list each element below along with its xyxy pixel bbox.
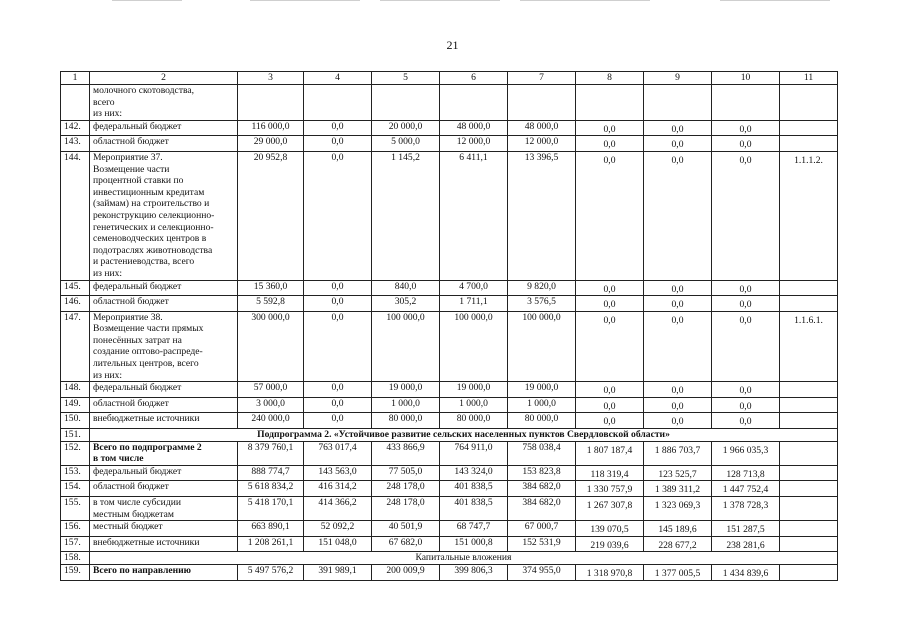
- description-line: создание оптово-распреде-: [93, 346, 203, 358]
- value-cell: 1 267 307,8: [576, 497, 644, 521]
- value-cell: 374 955,0: [508, 564, 576, 580]
- value-cell: 0,0: [712, 280, 780, 296]
- value-cell: 1 807 187,4: [576, 441, 644, 465]
- description-line: семеноводческих центров в: [93, 233, 207, 245]
- value-cell: 840,0: [372, 280, 440, 296]
- row-number-cell: 149.: [61, 397, 90, 413]
- description-cell: [90, 465, 238, 481]
- description-line: Возмещение части прямых: [93, 323, 204, 335]
- row-number-cell: 156.: [61, 521, 90, 537]
- description-cell: [90, 296, 238, 312]
- value-cell: 52 092,2: [304, 521, 372, 537]
- value-cell: 0,0: [712, 397, 780, 413]
- value-cell: 4 700,0: [440, 280, 508, 296]
- value-cell: 5 418 170,1: [238, 497, 304, 521]
- description-cell: [90, 151, 238, 280]
- value-cell: 80 000,0: [508, 413, 576, 429]
- value-cell: 228 677,2: [644, 536, 712, 552]
- value-cell: 0,0: [712, 120, 780, 136]
- column-header-cell: 9: [644, 72, 712, 85]
- table-row: [61, 564, 838, 580]
- column-header-cell: 7: [508, 72, 576, 85]
- table-header-row: [61, 72, 838, 85]
- section-title-cell: Подпрограмма 2. «Устойчивое развитие сельских населенных пунктов Свердловской области»: [90, 429, 838, 442]
- value-cell: 0,0: [304, 413, 372, 429]
- table-row: [61, 413, 838, 429]
- value-cell: 8 379 760,1: [238, 441, 304, 465]
- description-line: областной бюджет: [93, 397, 169, 409]
- value-cell: 0,0: [304, 397, 372, 413]
- value-cell: 5 000,0: [372, 136, 440, 152]
- value-cell: 763 017,4: [304, 441, 372, 465]
- value-cell: 0,0: [712, 311, 780, 382]
- target-code-cell: [780, 481, 838, 497]
- value-cell: 1 323 069,3: [644, 497, 712, 521]
- value-cell: 48 000,0: [440, 120, 508, 136]
- scan-edge-line: [112, 0, 182, 1]
- value-cell: 0,0: [644, 397, 712, 413]
- description-line: Мероприятие 38.: [93, 311, 163, 323]
- target-code-cell: [780, 497, 838, 521]
- description-line: инвестиционным кредитам: [93, 186, 205, 198]
- value-cell: 0,0: [576, 397, 644, 413]
- row-number-cell: 150.: [61, 413, 90, 429]
- scan-edge-line: [380, 0, 500, 1]
- row-number-cell: 144.: [61, 151, 90, 280]
- column-header-cell: 1: [61, 72, 90, 85]
- value-cell: 391 989,1: [304, 564, 372, 580]
- row-number-cell: 143.: [61, 136, 90, 152]
- value-cell: 1 377 005,5: [644, 564, 712, 580]
- value-cell: [372, 85, 440, 121]
- value-cell: 15 360,0: [238, 280, 304, 296]
- value-cell: 128 713,8: [712, 465, 780, 481]
- value-cell: 20 000,0: [372, 120, 440, 136]
- value-cell: [508, 85, 576, 121]
- value-cell: 248 178,0: [372, 481, 440, 497]
- description-cell: [90, 136, 238, 152]
- description-cell: [90, 382, 238, 398]
- value-cell: 19 000,0: [440, 382, 508, 398]
- description-cell: [90, 481, 238, 497]
- description-line: федеральный бюджет: [93, 382, 182, 394]
- value-cell: 12 000,0: [508, 136, 576, 152]
- description-cell: [90, 536, 238, 552]
- column-header-cell: 2: [90, 72, 238, 85]
- value-cell: 0,0: [576, 413, 644, 429]
- description-line: федеральный бюджет: [93, 280, 182, 292]
- target-code-cell: [780, 465, 838, 481]
- description-cell: [90, 311, 238, 382]
- value-cell: 0,0: [576, 136, 644, 152]
- value-cell: 153 823,8: [508, 465, 576, 481]
- value-cell: 0,0: [576, 280, 644, 296]
- value-cell: 143 563,0: [304, 465, 372, 481]
- value-cell: 0,0: [304, 120, 372, 136]
- description-line: процентной ставки по: [93, 175, 184, 187]
- description-line: федеральный бюджет: [93, 465, 182, 477]
- value-cell: 67 000,7: [508, 521, 576, 537]
- value-cell: 0,0: [712, 151, 780, 280]
- table-row: [61, 296, 838, 312]
- value-cell: 663 890,1: [238, 521, 304, 537]
- row-number-cell: 159.: [61, 564, 90, 580]
- value-cell: 20 952,8: [238, 151, 304, 280]
- description-line: Возмещение части: [93, 163, 170, 175]
- value-cell: 48 000,0: [508, 120, 576, 136]
- target-code-cell: 1.1.6.1.: [780, 311, 838, 382]
- description-line: из них:: [93, 369, 123, 381]
- value-cell: 401 838,5: [440, 497, 508, 521]
- description-line: в том числе: [93, 453, 144, 465]
- value-cell: 0,0: [644, 311, 712, 382]
- value-cell: 0,0: [304, 382, 372, 398]
- value-cell: 1 208 261,1: [238, 536, 304, 552]
- target-code-cell: [780, 564, 838, 580]
- value-cell: [304, 85, 372, 121]
- value-cell: 0,0: [712, 382, 780, 398]
- value-cell: 40 501,9: [372, 521, 440, 537]
- value-cell: 0,0: [644, 120, 712, 136]
- scan-edge-line: [250, 0, 360, 1]
- column-header-cell: 11: [780, 72, 838, 85]
- target-code-cell: [780, 382, 838, 398]
- value-cell: 100 000,0: [508, 311, 576, 382]
- value-cell: 80 000,0: [372, 413, 440, 429]
- column-header-cell: 10: [712, 72, 780, 85]
- description-cell: [90, 120, 238, 136]
- value-cell: [440, 85, 508, 121]
- description-cell: [90, 413, 238, 429]
- value-cell: 384 682,0: [508, 481, 576, 497]
- value-cell: 401 838,5: [440, 481, 508, 497]
- target-code-cell: [780, 280, 838, 296]
- value-cell: 0,0: [576, 311, 644, 382]
- column-header-cell: 6: [440, 72, 508, 85]
- value-cell: 77 505,0: [372, 465, 440, 481]
- row-number-cell: 154.: [61, 481, 90, 497]
- description-line: лительных центров, всего: [93, 358, 199, 370]
- table-row: [61, 85, 838, 121]
- row-number-cell: 152.: [61, 441, 90, 465]
- value-cell: 19 000,0: [508, 382, 576, 398]
- description-line: областной бюджет: [93, 296, 169, 308]
- value-cell: 0,0: [576, 382, 644, 398]
- value-cell: 0,0: [304, 311, 372, 382]
- value-cell: 100 000,0: [440, 311, 508, 382]
- description-line: местный бюджет: [93, 521, 163, 533]
- row-number-cell: 155.: [61, 497, 90, 521]
- table-row: [61, 429, 838, 442]
- target-code-cell: [780, 441, 838, 465]
- target-code-cell: 1.1.1.2.: [780, 151, 838, 280]
- value-cell: 67 682,0: [372, 536, 440, 552]
- value-cell: 0,0: [644, 136, 712, 152]
- table-row: [61, 120, 838, 136]
- row-number-cell: 146.: [61, 296, 90, 312]
- value-cell: 1 000,0: [440, 397, 508, 413]
- value-cell: 200 009,9: [372, 564, 440, 580]
- value-cell: 1 711,1: [440, 296, 508, 312]
- value-cell: 145 189,6: [644, 521, 712, 537]
- description-line: областной бюджет: [93, 136, 169, 148]
- row-number-cell: 145.: [61, 280, 90, 296]
- table-row: [61, 521, 838, 537]
- row-number-cell: 158.: [61, 552, 90, 565]
- row-number-cell: 153.: [61, 465, 90, 481]
- value-cell: 0,0: [644, 382, 712, 398]
- description-cell: [90, 521, 238, 537]
- value-cell: 1 145,2: [372, 151, 440, 280]
- table-row: [61, 280, 838, 296]
- value-cell: 5 592,8: [238, 296, 304, 312]
- description-cell: [90, 397, 238, 413]
- column-header-cell: 4: [304, 72, 372, 85]
- table-row: [61, 552, 838, 565]
- value-cell: 1 318 970,8: [576, 564, 644, 580]
- table-row: [61, 481, 838, 497]
- table-row: [61, 465, 838, 481]
- page-number: 21: [446, 38, 459, 52]
- value-cell: [576, 85, 644, 121]
- value-cell: 758 038,4: [508, 441, 576, 465]
- value-cell: 29 000,0: [238, 136, 304, 152]
- row-number-cell: 157.: [61, 536, 90, 552]
- description-line: (займам) на строительство и: [93, 198, 210, 210]
- row-number-cell: [61, 85, 90, 121]
- row-number-cell: 147.: [61, 311, 90, 382]
- description-line: подотраслях животноводства: [93, 244, 213, 256]
- value-cell: 0,0: [644, 296, 712, 312]
- value-cell: 238 281,6: [712, 536, 780, 552]
- value-cell: 0,0: [304, 280, 372, 296]
- table-row: [61, 136, 838, 152]
- description-line: всего: [93, 96, 115, 108]
- value-cell: 764 911,0: [440, 441, 508, 465]
- description-line: из них:: [93, 108, 123, 120]
- column-header-cell: 3: [238, 72, 304, 85]
- table-row: [61, 536, 838, 552]
- value-cell: 5 497 576,2: [238, 564, 304, 580]
- description-line: внебюджетные источники: [93, 536, 200, 548]
- value-cell: 13 396,5: [508, 151, 576, 280]
- table-row: [61, 397, 838, 413]
- value-cell: 248 178,0: [372, 497, 440, 521]
- value-cell: [644, 85, 712, 121]
- value-cell: 9 820,0: [508, 280, 576, 296]
- row-number-cell: 151.: [61, 429, 90, 442]
- value-cell: 300 000,0: [238, 311, 304, 382]
- value-cell: 240 000,0: [238, 413, 304, 429]
- value-cell: 5 618 834,2: [238, 481, 304, 497]
- value-cell: 0,0: [576, 120, 644, 136]
- value-cell: 118 319,4: [576, 465, 644, 481]
- value-cell: 0,0: [304, 296, 372, 312]
- description-line: Мероприятие 37.: [93, 151, 163, 163]
- scan-edge-line: [720, 0, 830, 1]
- description-cell: [90, 497, 238, 521]
- column-header-cell: 8: [576, 72, 644, 85]
- scan-edge-line: [520, 0, 650, 1]
- value-cell: 416 314,2: [304, 481, 372, 497]
- value-cell: 151 287,5: [712, 521, 780, 537]
- value-cell: 1 447 752,4: [712, 481, 780, 497]
- value-cell: 143 324,0: [440, 465, 508, 481]
- value-cell: 1 000,0: [508, 397, 576, 413]
- value-cell: 384 682,0: [508, 497, 576, 521]
- table-row: [61, 497, 838, 521]
- description-line: федеральный бюджет: [93, 120, 182, 132]
- description-line: в том числе субсидии: [93, 497, 181, 508]
- table-row: [61, 311, 838, 382]
- value-cell: [712, 85, 780, 121]
- description-line: и растениеводства, всего: [93, 256, 195, 268]
- target-code-cell: [780, 413, 838, 429]
- value-cell: 0,0: [576, 151, 644, 280]
- value-cell: 888 774,7: [238, 465, 304, 481]
- value-cell: 1 330 757,9: [576, 481, 644, 497]
- description-line: молочного скотоводства,: [93, 85, 195, 96]
- target-code-cell: [780, 85, 838, 121]
- table-row: [61, 151, 838, 280]
- value-cell: 0,0: [644, 151, 712, 280]
- target-code-cell: [780, 296, 838, 312]
- target-code-cell: [780, 120, 838, 136]
- value-cell: [238, 85, 304, 121]
- target-code-cell: [780, 397, 838, 413]
- value-cell: 57 000,0: [238, 382, 304, 398]
- value-cell: 19 000,0: [372, 382, 440, 398]
- value-cell: 1 966 035,3: [712, 441, 780, 465]
- description-line: реконструкцию селекционно-: [93, 209, 215, 221]
- value-cell: 414 366,2: [304, 497, 372, 521]
- target-code-cell: [780, 536, 838, 552]
- value-cell: 305,2: [372, 296, 440, 312]
- budget-table: [60, 71, 838, 581]
- value-cell: 100 000,0: [372, 311, 440, 382]
- row-number-cell: 148.: [61, 382, 90, 398]
- value-cell: 399 806,3: [440, 564, 508, 580]
- value-cell: 123 525,7: [644, 465, 712, 481]
- row-number-cell: 142.: [61, 120, 90, 136]
- value-cell: 152 531,9: [508, 536, 576, 552]
- description-line: местным бюджетам: [93, 508, 174, 520]
- description-cell: [90, 85, 238, 121]
- value-cell: 151 048,0: [304, 536, 372, 552]
- value-cell: 0,0: [712, 136, 780, 152]
- description-line: из них:: [93, 267, 123, 279]
- value-cell: 0,0: [712, 413, 780, 429]
- value-cell: 3 576,5: [508, 296, 576, 312]
- value-cell: 0,0: [712, 296, 780, 312]
- table-row: [61, 441, 838, 465]
- description-cell: [90, 564, 238, 580]
- value-cell: 1 886 703,7: [644, 441, 712, 465]
- value-cell: 6 411,1: [440, 151, 508, 280]
- value-cell: 3 000,0: [238, 397, 304, 413]
- value-cell: 0,0: [644, 280, 712, 296]
- description-line: внебюджетные источники: [93, 413, 200, 425]
- column-header-cell: 5: [372, 72, 440, 85]
- value-cell: 0,0: [644, 413, 712, 429]
- target-code-cell: [780, 136, 838, 152]
- value-cell: 1 000,0: [372, 397, 440, 413]
- value-cell: 80 000,0: [440, 413, 508, 429]
- value-cell: 139 070,5: [576, 521, 644, 537]
- description-line: генетических и селекционно-: [93, 221, 214, 233]
- description-line: областной бюджет: [93, 481, 169, 493]
- value-cell: 151 000,8: [440, 536, 508, 552]
- description-line: Всего по направлению: [93, 564, 192, 576]
- value-cell: 433 866,9: [372, 441, 440, 465]
- description-cell: [90, 441, 238, 465]
- value-cell: 1 389 311,2: [644, 481, 712, 497]
- section-title-cell: Капитальные вложения: [90, 552, 838, 565]
- value-cell: 1 378 728,3: [712, 497, 780, 521]
- target-code-cell: [780, 521, 838, 537]
- value-cell: 219 039,6: [576, 536, 644, 552]
- description-cell: [90, 280, 238, 296]
- value-cell: 68 747,7: [440, 521, 508, 537]
- value-cell: 0,0: [576, 296, 644, 312]
- table-body: [61, 72, 838, 581]
- description-line: Всего по подпрограмме 2: [93, 441, 202, 453]
- value-cell: 0,0: [304, 136, 372, 152]
- description-line: понесённых затрат на: [93, 334, 182, 346]
- table-row: [61, 382, 838, 398]
- value-cell: 116 000,0: [238, 120, 304, 136]
- value-cell: 1 434 839,6: [712, 564, 780, 580]
- value-cell: 0,0: [304, 151, 372, 280]
- value-cell: 12 000,0: [440, 136, 508, 152]
